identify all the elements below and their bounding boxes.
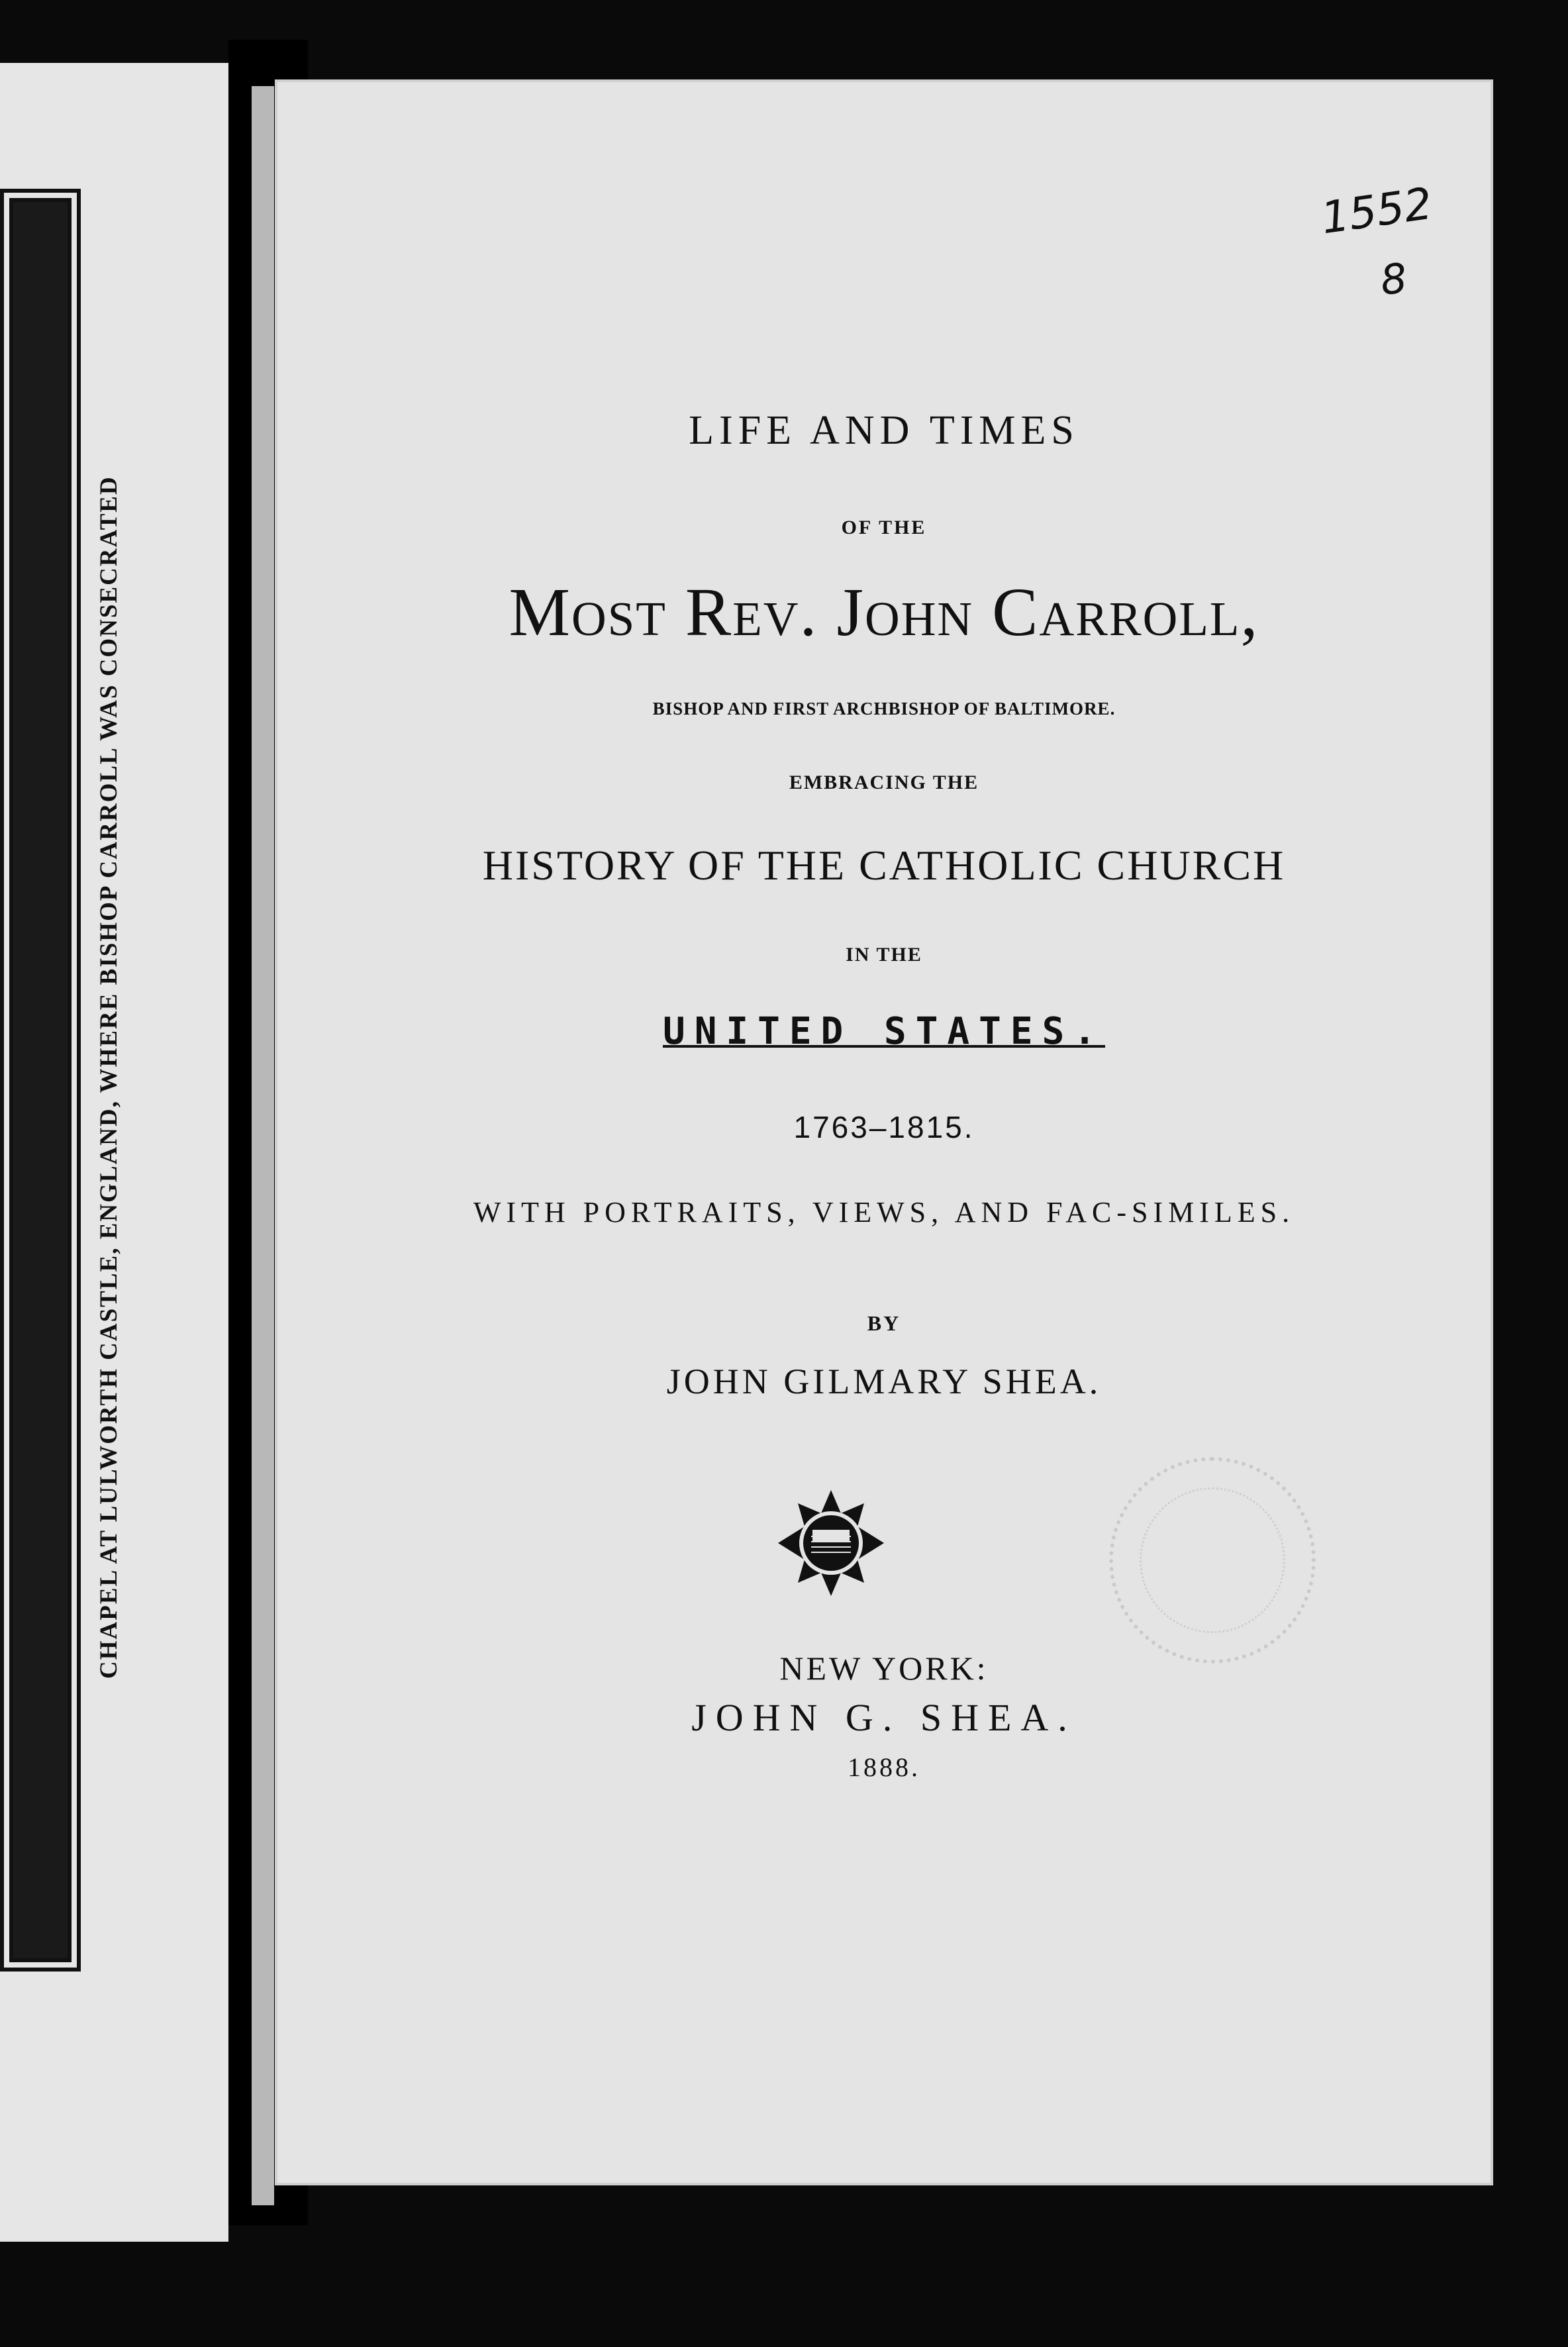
title-page <box>275 79 1493 2185</box>
binding-strip <box>252 86 274 2205</box>
year-range: 1763–1815. <box>793 1110 975 1144</box>
shelf-number-annotation: 1552 <box>1318 177 1436 244</box>
imprint-year: 1888. <box>848 1752 920 1782</box>
book-title: LIFE AND TIMES <box>689 408 1079 453</box>
frontispiece-page <box>0 63 228 2242</box>
country-heading: UNITED STATES. <box>662 1010 1105 1053</box>
publisher-device-icon <box>771 1483 891 1603</box>
shelf-sub-annotation: 8 <box>1378 254 1410 305</box>
subject-name: Most Rev. John Carroll, <box>509 574 1259 650</box>
in-the-label: IN THE <box>846 944 922 966</box>
history-heading: HISTORY OF THE CATHOLIC CHURCH <box>482 842 1286 889</box>
by-label: BY <box>867 1311 901 1335</box>
frontispiece-caption: CHAPEL AT LULWORTH CASTLE, ENGLAND, WHERE BISHOP CARROLL WAS CONSECRATED <box>95 475 122 1679</box>
library-stamp <box>1109 1457 1316 1664</box>
embracing-label: EMBRACING THE <box>789 772 979 793</box>
author-name: JOHN GILMARY SHEA. <box>666 1362 1102 1401</box>
illustrations-note: WITH PORTRAITS, VIEWS, AND FAC-SIMILES. <box>473 1196 1295 1228</box>
imprint-publisher: JOHN G. SHEA. <box>691 1696 1077 1739</box>
imprint-place: NEW YORK: <box>779 1650 989 1687</box>
subject-role: BISHOP AND FIRST ARCHBISHOP OF BALTIMORE. <box>652 699 1116 719</box>
of-the-label: OF THE <box>841 517 927 538</box>
frontispiece-plate <box>0 189 81 1972</box>
